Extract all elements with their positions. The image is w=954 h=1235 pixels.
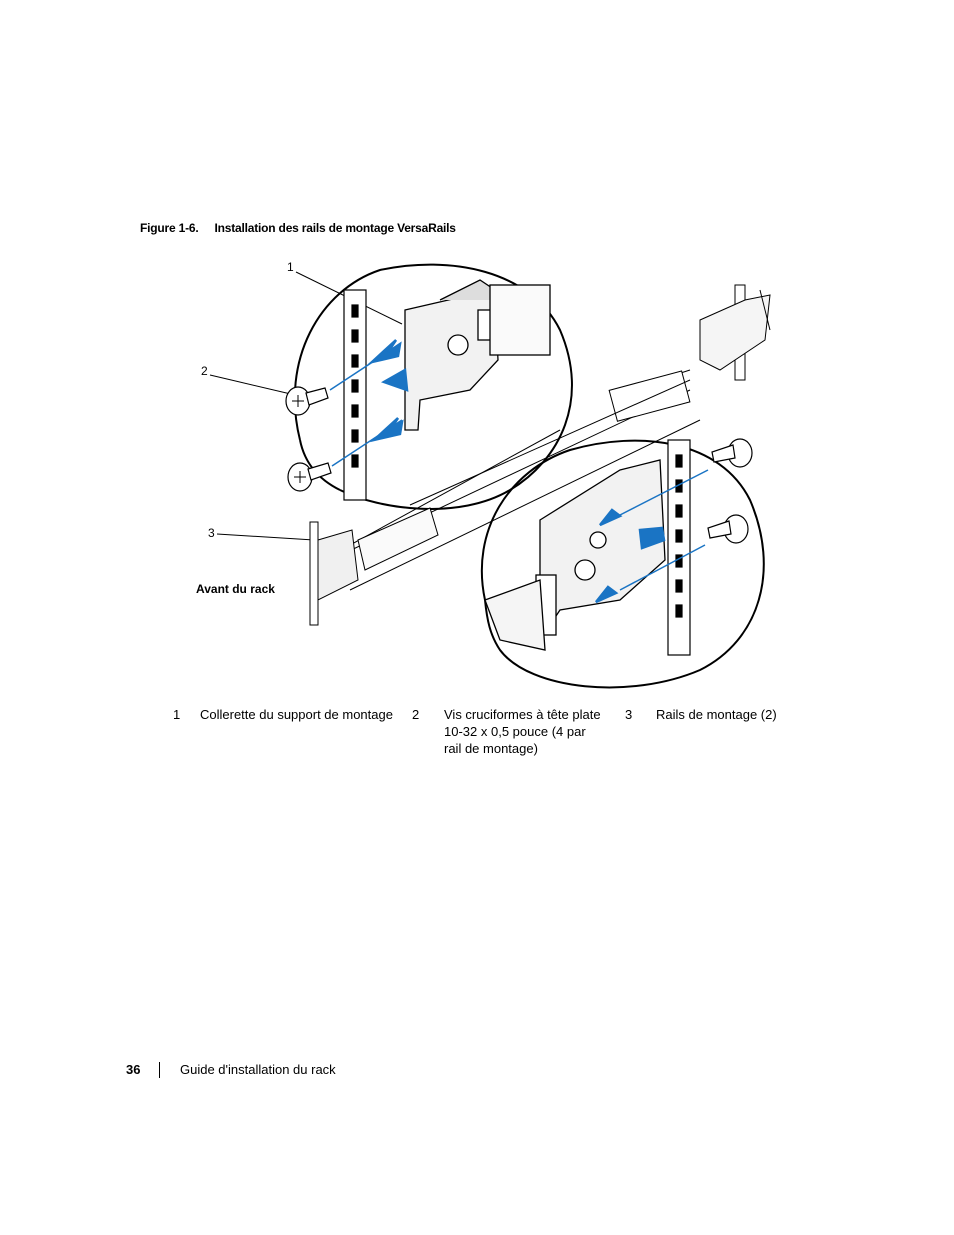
figure-title: Installation des rails de montage VersaRails bbox=[214, 221, 456, 235]
footer-divider bbox=[159, 1062, 160, 1078]
rack-post-top-left bbox=[344, 290, 366, 500]
screw-top-2 bbox=[288, 463, 331, 491]
page-number: 36 bbox=[126, 1062, 141, 1077]
legend-num-3: 3 bbox=[625, 707, 633, 722]
legend-num-2: 2 bbox=[412, 707, 420, 722]
legend-num-1: 1 bbox=[173, 707, 181, 722]
callout-2-leader bbox=[210, 375, 295, 395]
mounting-bracket-top bbox=[405, 280, 550, 430]
screw-top-1 bbox=[286, 387, 328, 415]
callout-2: 2 bbox=[201, 364, 208, 378]
callout-3: 3 bbox=[208, 526, 215, 540]
footer-doc-title: Guide d'installation du rack bbox=[180, 1062, 336, 1077]
rack-post-right bbox=[700, 285, 770, 380]
legend-text-3: Rails de montage (2) bbox=[656, 707, 777, 722]
rack-post-bottom-right bbox=[668, 440, 690, 655]
figure-number: Figure 1-6. bbox=[140, 221, 199, 235]
callout-1: 1 bbox=[287, 260, 294, 274]
screw-bottom-2 bbox=[708, 515, 748, 543]
rack-post-bottom-left bbox=[310, 508, 438, 625]
legend-text-2: Vis cruciformes à tête plate 10-32 x 0,5 pouce (4 par rail de montage) bbox=[444, 707, 601, 756]
rack-front-label: Avant du rack bbox=[196, 582, 275, 596]
arrows-top bbox=[330, 340, 407, 466]
legend-text-1: Collerette du support de montage bbox=[200, 707, 393, 722]
